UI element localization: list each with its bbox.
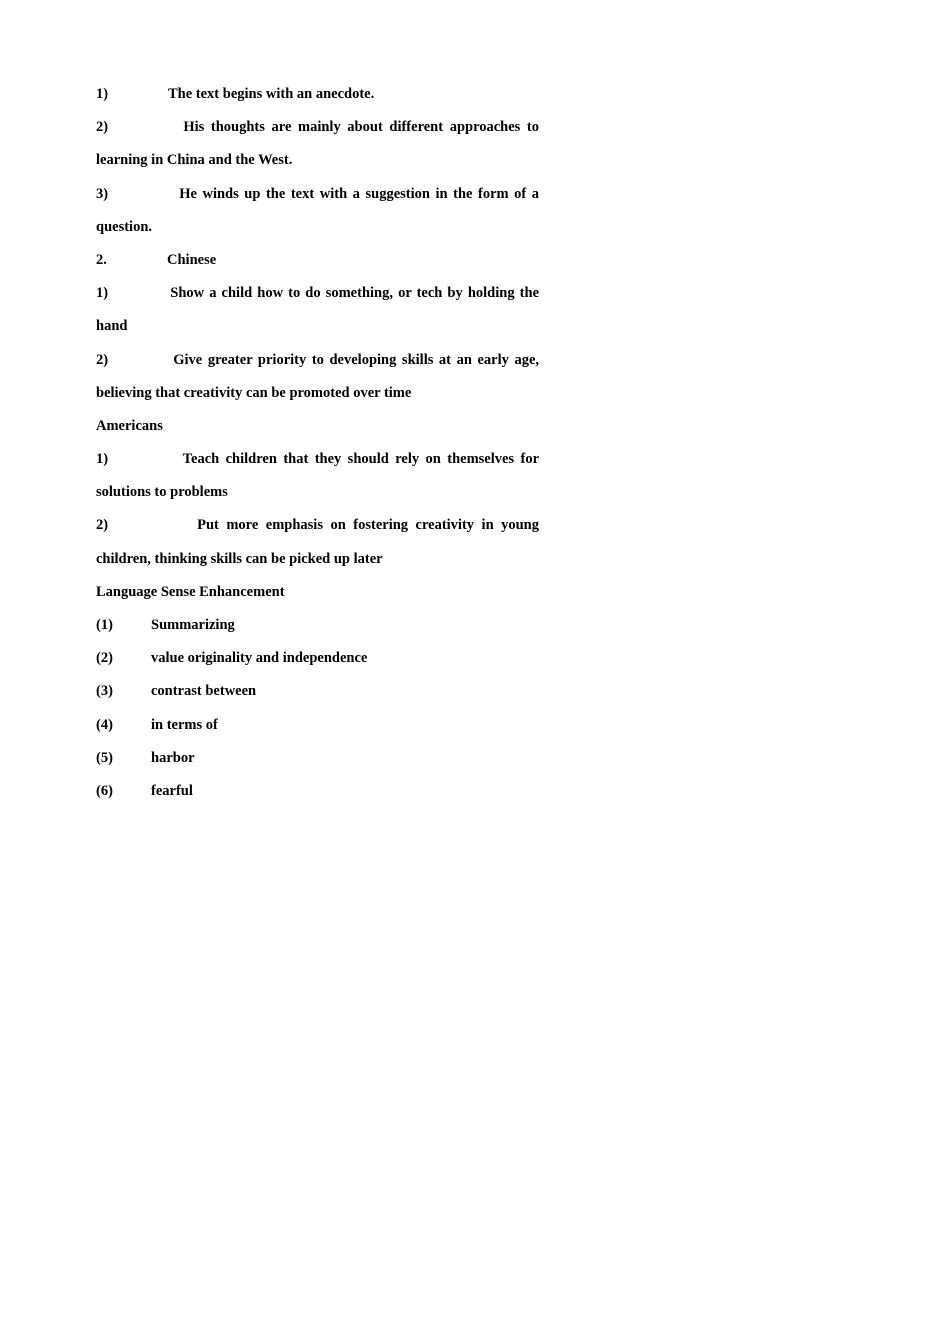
item-number: 2)	[96, 119, 109, 136]
list-item	[96, 83, 539, 116]
item-text-continuation: children, thinking skills can be picked up later	[96, 550, 383, 567]
subsection-heading	[96, 581, 539, 614]
justified-line	[96, 183, 539, 205]
section-number: 2.	[96, 251, 107, 268]
item-text-continuation: question.	[96, 218, 153, 235]
item-number: (3)	[96, 683, 113, 700]
item-number: 1)	[96, 285, 109, 302]
item-number: 1)	[96, 86, 109, 102]
justified-line	[96, 514, 539, 536]
item-number: (2)	[96, 650, 113, 667]
section-title: Chinese	[167, 251, 217, 268]
list-item	[96, 116, 539, 149]
list-item	[96, 680, 539, 713]
item-text-continuation: believing that creativity can be promoted over time	[96, 384, 412, 401]
section-heading	[96, 249, 539, 282]
item-text: He winds up the text with a suggestion in the form of a	[179, 185, 539, 202]
list-item-continuation	[96, 382, 539, 415]
list-item	[96, 747, 539, 780]
item-number: 3)	[96, 185, 109, 202]
item-text: in terms of	[151, 716, 218, 733]
item-number: 2)	[96, 517, 109, 534]
list-item	[96, 514, 539, 547]
list-item	[96, 780, 539, 813]
item-text: Put more emphasis on fostering creativity in young	[197, 517, 539, 534]
list-item-continuation	[96, 315, 539, 348]
justified-line	[96, 349, 539, 371]
item-text-continuation: hand	[96, 318, 128, 335]
item-text: harbor	[151, 749, 195, 766]
americans-heading: Americans	[96, 417, 163, 434]
document-body	[96, 83, 539, 813]
language-heading: Language Sense Enhancement	[96, 583, 285, 600]
subsection-heading	[96, 415, 539, 448]
item-number: 1)	[96, 451, 109, 468]
item-text: value originality and independence	[151, 650, 368, 667]
item-text: Show a child how to do something, or tech by holding the	[170, 285, 539, 302]
justified-line	[96, 116, 539, 138]
list-item-continuation	[96, 149, 539, 182]
item-number: (6)	[96, 782, 113, 799]
item-text: Give greater priority to developing skills at an early age,	[173, 351, 539, 368]
list-item	[96, 349, 539, 382]
list-item-continuation	[96, 216, 539, 249]
list-item	[96, 183, 539, 216]
list-item	[96, 614, 539, 647]
item-text: contrast between	[151, 683, 257, 700]
item-text: Summarizing	[151, 617, 235, 633]
list-item-continuation	[96, 548, 539, 581]
list-item	[96, 282, 539, 315]
item-number: (4)	[96, 716, 113, 733]
list-item	[96, 448, 539, 481]
item-text: Teach children that they should rely on themselves for	[182, 451, 539, 468]
item-number: (1)	[96, 617, 113, 633]
item-text-continuation: learning in China and the West.	[96, 152, 293, 169]
item-text: fearful	[151, 782, 193, 799]
item-number: 2)	[96, 351, 109, 368]
item-text-continuation: solutions to problems	[96, 484, 228, 501]
item-text: His thoughts are mainly about different approaches to	[183, 119, 539, 136]
list-item-continuation	[96, 481, 539, 514]
list-item	[96, 714, 539, 747]
item-number: (5)	[96, 749, 113, 766]
item-text: The text begins with an anecdote.	[168, 86, 375, 102]
justified-line	[96, 282, 539, 304]
justified-line	[96, 448, 539, 470]
list-item	[96, 647, 539, 680]
